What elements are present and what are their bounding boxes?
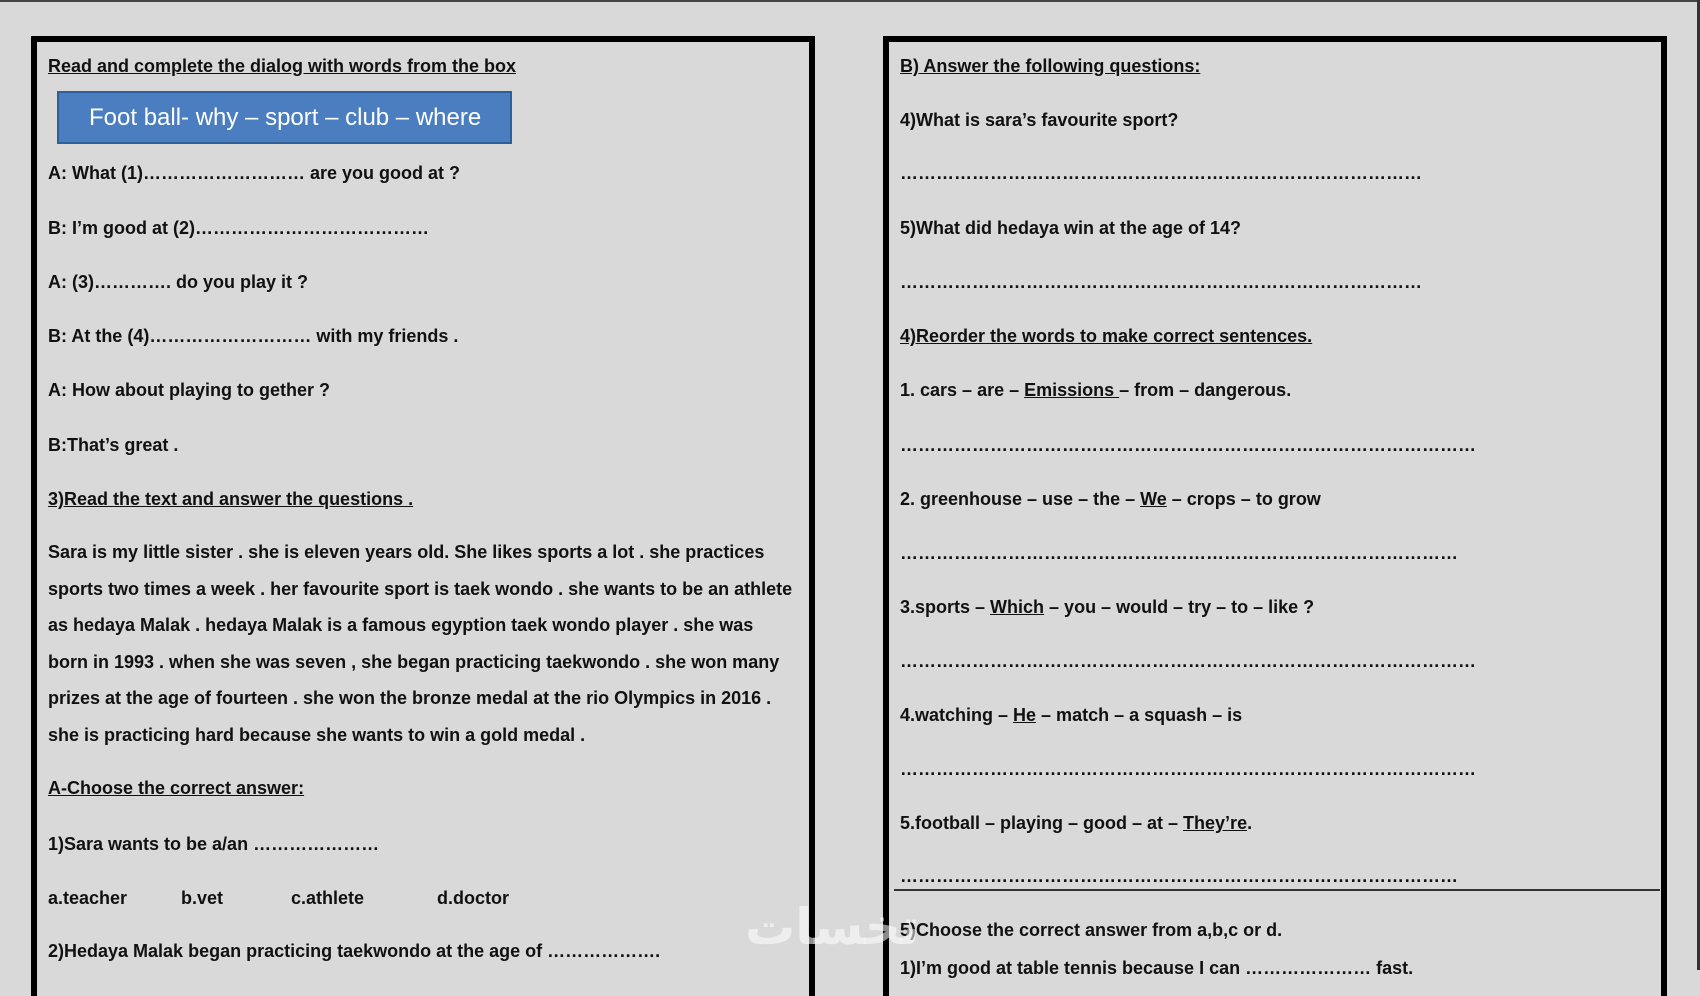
reorder-line-1: …………………………………………………………………………………… — [900, 435, 1476, 455]
choose-heading-right: 5)Choose the correct answer from a,b,c or d. — [900, 920, 1283, 940]
reorder-underlined-word: Emissions — [1024, 380, 1120, 400]
reading-heading: 3)Read the text and answer the questions . — [48, 489, 414, 509]
question-4: 4)What is sara’s favourite sport? — [900, 110, 1179, 130]
dialog-heading: Read and complete the dialog with words from the box — [48, 56, 517, 76]
dialog-line-1: A: What (1)……………………… are you good at ? — [48, 163, 460, 183]
reorder-text: – crops – to grow — [1166, 489, 1321, 509]
dialog-line-2: B: I’m good at (2)………………………………… — [48, 218, 429, 238]
reorder-text: – match – a squash – is — [1036, 705, 1243, 725]
reorder-underlined-word: He — [1013, 705, 1037, 725]
reorder-text: – you – would – try – to – like ? — [1044, 597, 1315, 617]
reorder-item-4 — [900, 705, 1242, 726]
reorder-text: . — [1247, 813, 1253, 833]
reorder-underlined-word: They’re — [1183, 813, 1248, 833]
section-divider — [894, 889, 1660, 891]
reorder-line-3: …………………………………………………………………………………… — [900, 651, 1476, 671]
reorder-line-4: …………………………………………………………………………………… — [900, 759, 1476, 779]
option-d: d.doctor — [437, 888, 509, 908]
reorder-text: 1. cars – are – — [900, 380, 1025, 400]
dialog-line-6: B:That’s great . — [48, 435, 179, 455]
question-2: 2)Hedaya Malak began practicing taekwondo at the age of ………………. — [48, 941, 661, 961]
reorder-line-2: ………………………………………………………………………………… — [900, 543, 1458, 563]
reading-passage: Sara is my little sister . she is eleven years old. She likes sports a lot . she practices sports two times a week . her favourite sport is taek wondo . she wants to be an athlete as hedaya Malak . hedaya Malak is a famous egyption taek wondo player . she was born in 1993 . when she was seven , she began practicing taekwondo . she won many prizes at the age of fourteen . she won the bronze medal at the rio Olympics in 2016 . she is practicing hard because she wants to win a gold medal . — [48, 542, 793, 745]
reorder-text: 4.watching – — [900, 705, 1014, 725]
reorder-heading: 4)Reorder the words to make correct sentences. — [900, 326, 1313, 346]
option-c: c.athlete — [291, 888, 365, 908]
option-b: b.vet — [181, 888, 224, 908]
reorder-item-1 — [900, 380, 1291, 401]
reorder-item-2 — [900, 489, 1321, 510]
question-1: 1)Sara wants to be a/an ………………… — [48, 834, 380, 854]
watermark: تخسات — [745, 899, 920, 955]
page-top-border — [0, 0, 1700, 2]
question-5: 5)What did hedaya win at the age of 14? — [900, 218, 1242, 238]
reorder-line-5: ………………………………………………………………………………… — [900, 866, 1458, 886]
dialog-line-3: A: (3)…………. do you play it ? — [48, 272, 308, 292]
reorder-text: 3.sports – — [900, 597, 991, 617]
reorder-underlined-word: We — [1140, 489, 1167, 509]
option-a: a.teacher — [48, 888, 128, 908]
partial-question: 1)I’m good at table tennis because I can ………………… fast. — [900, 958, 1414, 978]
dialog-line-5: A: How about playing to gether ? — [48, 380, 330, 400]
choose-heading: A-Choose the correct answer: — [48, 778, 305, 798]
reorder-item-5 — [900, 813, 1252, 834]
reorder-text: 5.football – playing – good – at – — [900, 813, 1184, 833]
answer-line-4: …………………………………………………………………………… — [900, 163, 1422, 183]
word-box: Foot ball- why – sport – club – where — [57, 91, 512, 144]
dialog-line-4: B: At the (4)……………………… with my friends . — [48, 326, 459, 346]
reorder-text: 2. greenhouse – use – the – — [900, 489, 1141, 509]
answer-line-5: …………………………………………………………………………… — [900, 272, 1422, 292]
reorder-text: – from – dangerous. — [1119, 380, 1292, 400]
reorder-item-3 — [900, 597, 1314, 618]
answer-heading: B) Answer the following questions: — [900, 56, 1201, 76]
reorder-underlined-word: Which — [990, 597, 1045, 617]
